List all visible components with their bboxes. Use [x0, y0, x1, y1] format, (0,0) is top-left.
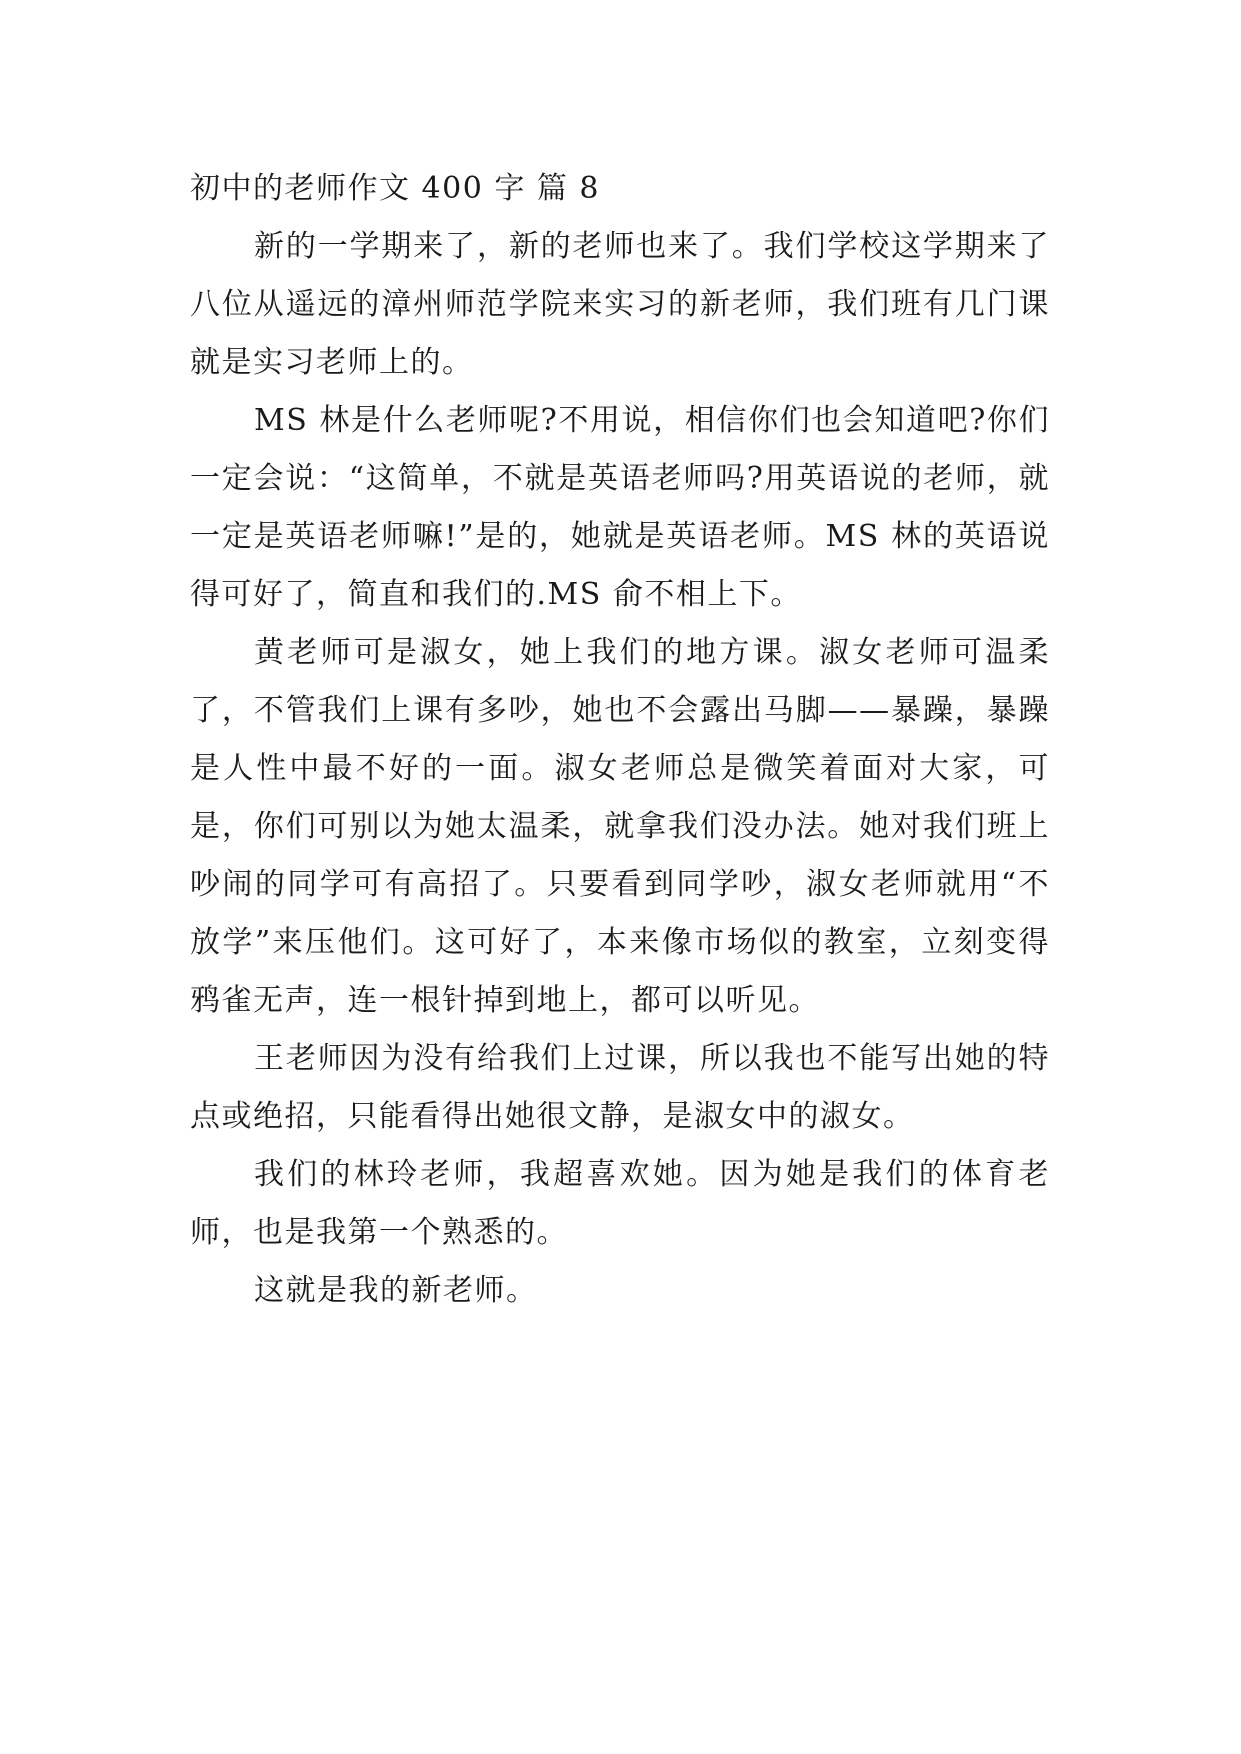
paragraph-2: MS 林是什么老师呢?不用说，相信你们也会知道吧?你们一定会说：“这简单，不就是英语老师吗?用英语说的老师，就一定是英语老师嘛!”是的，她就是英语老师。MS 林的英语说得可好了，简直和我们的.MS 俞不相上下。 [190, 403, 1050, 612]
document-body [190, 160, 1050, 1320]
paragraph-5: 我们的林玲老师，我超喜欢她。因为她是我们的体育老师，也是我第一个熟悉的。 [190, 1157, 1050, 1250]
paragraph-4: 王老师因为没有给我们上过课，所以我也不能写出她的特点或绝招，只能看得出她很文静，是淑女中的淑女。 [190, 1041, 1050, 1134]
paragraph-3: 黄老师可是淑女，她上我们的地方课。淑女老师可温柔了，不管我们上课有多吵，她也不会露出马脚——暴躁，暴躁是人性中最不好的一面。淑女老师总是微笑着面对大家，可是，你们可别以为她太温柔，就拿我们没办法。她对我们班上吵闹的同学可有高招了。只要看到同学吵，淑女老师就用“不放学”来压他们。这可好了，本来像市场似的教室，立刻变得鸦雀无声，连一根针掉到地上，都可以听见。 [190, 635, 1050, 1018]
paragraph-6: 这就是我的新老师。 [254, 1273, 538, 1308]
document-title: 初中的老师作文 400 字 篇 8 [190, 171, 600, 206]
paragraph-1: 新的一学期来了，新的老师也来了。我们学校这学期来了八位从遥远的漳州师范学院来实习的新老师，我们班有几门课就是实习老师上的。 [190, 229, 1050, 380]
